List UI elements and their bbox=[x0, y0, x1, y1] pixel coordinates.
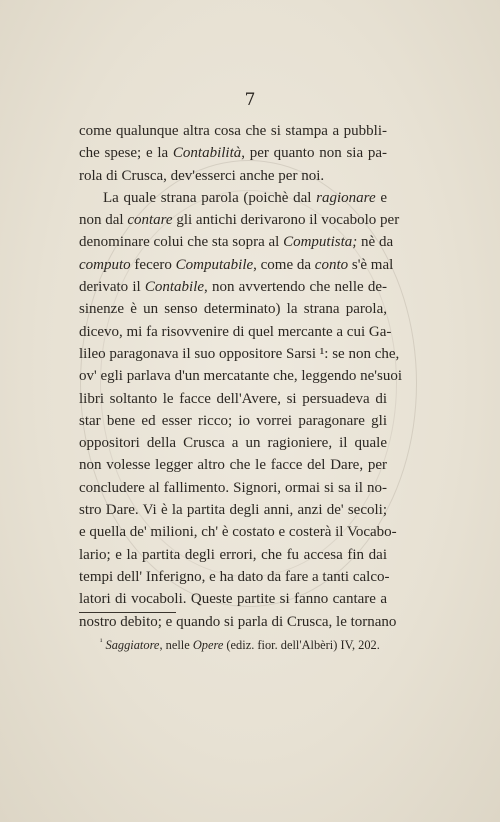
text-line bbox=[79, 343, 400, 365]
text-line bbox=[79, 321, 392, 343]
text-line bbox=[79, 298, 387, 320]
text-line bbox=[79, 566, 390, 588]
text-segment: derivato il bbox=[79, 279, 145, 296]
italic-term: Contabilità bbox=[172, 145, 242, 162]
text-line bbox=[79, 276, 387, 298]
text-segment: ov' egli parlava d'un mercatante che, leggendo ne'suoi bbox=[79, 368, 402, 385]
italic-term: conto bbox=[314, 256, 349, 273]
text-line bbox=[79, 410, 387, 432]
text-segment: fecero bbox=[130, 256, 176, 273]
text-segment: nè da bbox=[357, 234, 394, 251]
text-line bbox=[79, 432, 387, 454]
footnote-italic-term: Saggiatore bbox=[105, 638, 160, 653]
text-segment: s'è mal bbox=[348, 256, 394, 273]
text-line bbox=[79, 544, 387, 566]
text-line bbox=[79, 365, 402, 387]
text-segment: che spese; e la bbox=[79, 145, 173, 162]
text-segment: La quale strana parola (poichè dal bbox=[103, 189, 317, 206]
text-segment: concludere al fallimento. Signori, ormai si sa il no- bbox=[79, 479, 387, 496]
text-line bbox=[79, 454, 387, 476]
text-line bbox=[79, 209, 400, 231]
italic-term: Contabile bbox=[144, 279, 205, 296]
text-segment: lileo paragonava il suo oppositore Sarsi ¹: se non che, bbox=[79, 345, 400, 362]
text-segment: e quella de' milioni, ch' è costato e costerà il Vocabo- bbox=[79, 524, 397, 541]
text-line bbox=[79, 187, 387, 209]
footnote-segment: , nelle bbox=[159, 638, 193, 653]
text-segment: , per quanto non sia pa- bbox=[241, 145, 387, 162]
text-line bbox=[79, 588, 387, 610]
text-segment: star bene ed esser ricco; io vorrei paragonare gli bbox=[79, 412, 387, 429]
text-segment: gli antichi derivarono il vocabolo per bbox=[172, 212, 400, 229]
italic-term: Computista; bbox=[283, 234, 358, 251]
text-segment: non volesse legger altro che le facce del Dare, per bbox=[79, 457, 387, 474]
italic-term: Computabile bbox=[175, 256, 254, 273]
text-line bbox=[79, 120, 387, 142]
text-line bbox=[79, 611, 397, 633]
text-line bbox=[79, 231, 394, 253]
text-line bbox=[79, 499, 387, 521]
footnote-separator bbox=[79, 612, 176, 613]
text-line bbox=[79, 254, 394, 276]
text-segment: come qualunque altra cosa che si stampa a pubbli- bbox=[79, 123, 387, 139]
text-segment: , non avvertendo che nelle de- bbox=[204, 279, 387, 296]
text-line bbox=[79, 388, 387, 410]
italic-term: ragionare bbox=[316, 189, 376, 206]
text-segment: , come da bbox=[253, 256, 315, 273]
text-segment: libri soltanto le facce dell'Avere, si persuadeva di bbox=[79, 390, 387, 407]
text-line bbox=[79, 521, 397, 543]
text-segment: oppositori della Crusca a un ragioniere, il quale bbox=[79, 435, 387, 452]
text-segment: dicevo, mi fa risovvenire di quel mercante a cui Ga- bbox=[79, 323, 392, 340]
italic-term: computo bbox=[79, 256, 131, 273]
text-line bbox=[79, 165, 387, 187]
text-segment: latori di vocaboli. Queste partite si fanno cantare a bbox=[79, 591, 387, 608]
footnote-marker: ¹ bbox=[100, 637, 103, 646]
footnote-text bbox=[106, 638, 380, 652]
text-segment: lario; e la partita degli errori, che fu accesa fin dai bbox=[79, 546, 387, 563]
text-segment: tempi dell' Inferigno, e ha dato da fare a tanti calco- bbox=[79, 568, 390, 585]
text-segment: denominare colui che sta sopra al bbox=[79, 234, 284, 251]
text-segment: stro Dare. Vi è la partita degli anni, anzi de' secoli; bbox=[79, 502, 387, 519]
footnote bbox=[100, 637, 400, 653]
footnote-italic-term: Opere bbox=[192, 638, 224, 653]
text-segment: non dal bbox=[79, 212, 128, 229]
body-text bbox=[79, 120, 402, 633]
text-segment: e bbox=[375, 189, 387, 206]
text-segment: sinenze è un senso determinato) la strana parola, bbox=[79, 301, 387, 318]
footnote-segment: (ediz. fior. dell'Albèri) IV, 202. bbox=[223, 638, 380, 653]
text-line bbox=[79, 142, 387, 164]
italic-term: contare bbox=[127, 212, 173, 229]
text-line bbox=[79, 477, 387, 499]
text-segment: nostro debito; e quando si parla di Crusca, le tornano bbox=[79, 613, 397, 630]
page-number: 7 bbox=[244, 90, 256, 110]
text-segment: rola di Crusca, dev'esserci anche per noi. bbox=[79, 167, 325, 184]
